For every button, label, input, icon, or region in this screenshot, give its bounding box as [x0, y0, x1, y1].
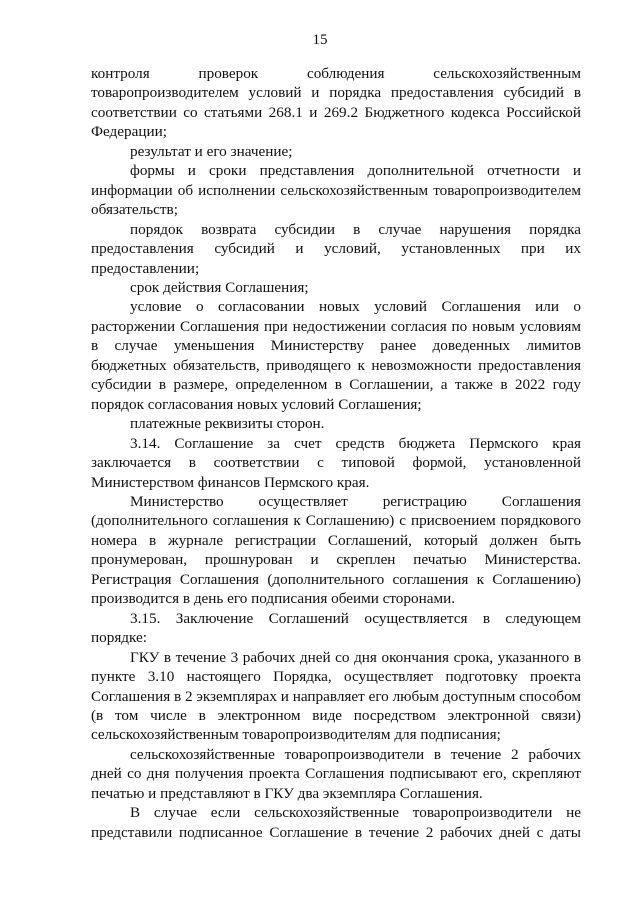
paragraph-result-value: результат и его значение; — [130, 142, 293, 160]
paragraph-3-15: 3.15. Заключение Соглашений осуществляется в следующем порядке: — [91, 609, 581, 647]
paragraph-reporting-forms: формы и сроки представления дополнительной отчетности и информации об исполнении сельскохозяйственным товаропроизводителем обязательств; — [91, 162, 581, 219]
paragraph-gku-preparation: ГКУ в течение 3 рабочих дней со дня окончания срока, указанного в пункте 3.10 настоящего Порядка, осуществляет подготовку проекта Соглашения в 2 экземплярах и направляет его любым доступным способом (в том числе в электронном виде посредством электронной связи) сельскохозяйственным товаропроизводителям для подписания; — [91, 648, 581, 744]
paragraph-registration: Министерство осуществляет регистрацию Соглашения (дополнительного соглашения к Соглашению) с присвоением порядкового номера в журнале регистрации Соглашений, который должен быть пронумерован, прошнурован и скреплен печатью Министерства. Регистрация Соглашения (дополнительного соглашения к Соглашению) производится в день его подписания обеими сторонами. — [91, 492, 581, 608]
paragraph-3-14: 3.14. Соглашение за счет средств бюджета Пермского края заключается в соответствии с типовой формой, установленной Министерством финансов Пермского края. — [91, 434, 581, 491]
document-body — [91, 64, 581, 842]
paragraph-not-submitted: В случае если сельскохозяйственные товаропроизводители не представили подписанное Соглашение в течение 2 рабочих дней с даты — [91, 804, 581, 841]
page-number: 15 — [312, 32, 328, 48]
paragraph-subsidy-return: порядок возврата субсидии в случае нарушения порядка предоставления субсидий и условий, установленных при их предоставлении; — [91, 220, 581, 277]
paragraph-producers-signing: сельскохозяйственные товаропроизводители в течение 2 рабочих дней со дня получения проекта Соглашения подписывают его, скрепляют печатью и представляют в ГКУ два экземпляра Соглашения. — [91, 745, 581, 802]
paragraph-payment-details: платежные реквизиты сторон. — [130, 415, 325, 433]
paragraph-new-conditions: условие о согласовании новых условий Соглашения или о расторжении Соглашения при недостижении согласия по новым условиям в случае уменьшения Министерству ранее доведенных лимитов бюджетных обязательств, приводящего к невозможности предоставления субсидии в размере, определенном в Соглашении, а также в 2022 году порядок согласования новых условий Соглашения; — [91, 298, 581, 413]
paragraph-agreement-term: срок действия Соглашения; — [130, 278, 309, 296]
paragraph-control-checks: контроля проверок соблюдения сельскохозяйственным товаропроизводителем условий и порядка предоставления субсидий в соответствии со статьями 268.1 и 269.2 Бюджетного кодекса Российской Федерации; — [91, 65, 581, 141]
